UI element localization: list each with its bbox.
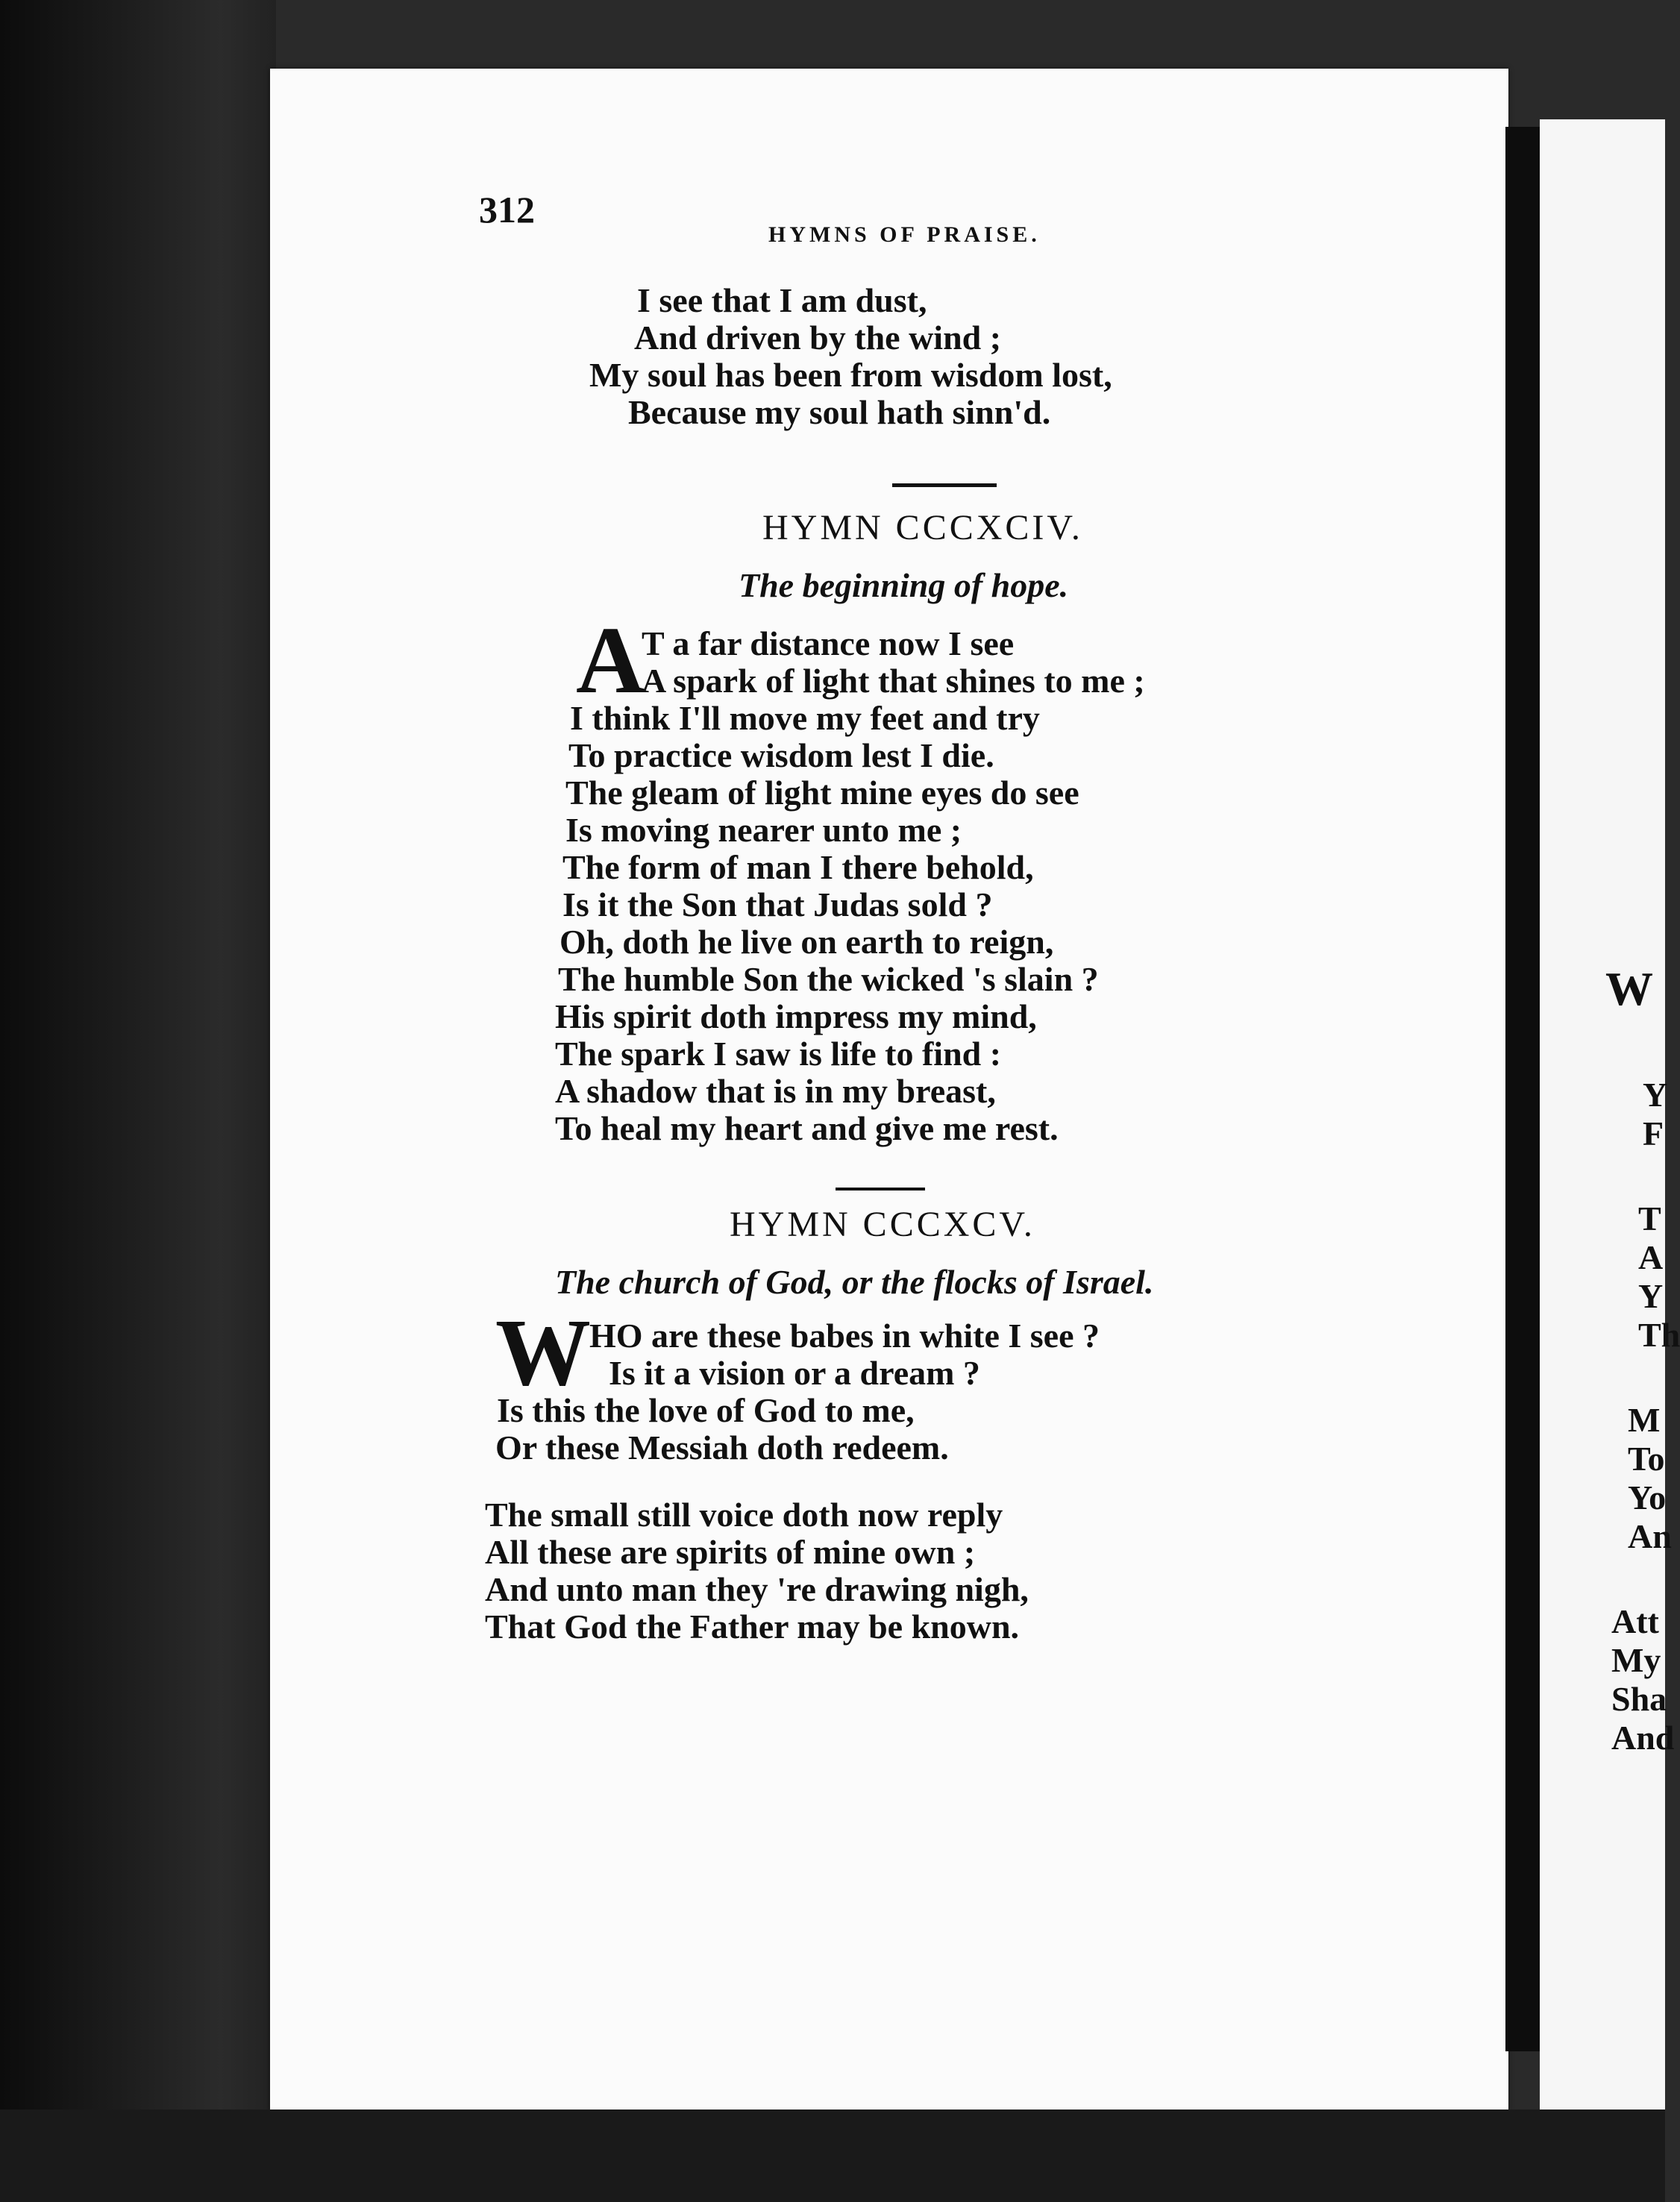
facing-fragment: T bbox=[1638, 1199, 1661, 1238]
facing-fragment: A bbox=[1638, 1238, 1664, 1276]
verse-line: A spark of light that shines to me ; bbox=[642, 662, 1145, 700]
verse-top bbox=[589, 282, 1112, 431]
hymn-subtitle: The beginning of hope. bbox=[739, 566, 1069, 604]
verse-line: His spirit doth impress my mind, bbox=[555, 997, 1037, 1035]
verse-line: Because my soul hath sinn'd. bbox=[628, 393, 1051, 431]
running-head: HYMNS OF PRAISE. bbox=[768, 222, 1041, 247]
facing-fragment: Att bbox=[1611, 1602, 1659, 1640]
verse-line: Or these Messiah doth redeem. bbox=[495, 1428, 949, 1467]
verse-line: And driven by the wind ; bbox=[634, 319, 1002, 357]
facing-fragment: Yo bbox=[1628, 1478, 1667, 1516]
verse-line: Oh, doth he live on earth to reign, bbox=[560, 923, 1054, 961]
hymn-title: HYMN CCCXCIV. bbox=[762, 508, 1083, 548]
verse-line: To practice wisdom lest I die. bbox=[568, 736, 994, 774]
section-divider bbox=[836, 1188, 925, 1191]
facing-fragment: To bbox=[1628, 1440, 1665, 1478]
verse-line: To heal my heart and give me rest. bbox=[555, 1109, 1059, 1147]
verse-line: HO are these babes in white I see ? bbox=[589, 1317, 1100, 1355]
verse-line: Is this the love of God to me, bbox=[497, 1391, 915, 1429]
hymn-verse bbox=[492, 1317, 1100, 1467]
verse-line: That God the Father may be known. bbox=[485, 1607, 1020, 1646]
facing-fragment: And bbox=[1611, 1719, 1675, 1757]
facing-fragment: F bbox=[1643, 1114, 1664, 1152]
verse-line: A shadow that is in my breast, bbox=[555, 1072, 996, 1110]
drop-cap: A bbox=[576, 607, 645, 713]
facing-fragment: W bbox=[1605, 962, 1653, 1015]
verse-line: I think I'll move my feet and try bbox=[570, 699, 1040, 737]
book-gutter bbox=[1505, 127, 1543, 2051]
hymn-verse bbox=[555, 625, 1145, 1147]
facing-fragment: Th bbox=[1638, 1316, 1680, 1354]
verse-line: All these are spirits of mine own ; bbox=[485, 1533, 976, 1571]
verse-line: I see that I am dust, bbox=[637, 281, 927, 319]
verse-line: The spark I saw is life to find : bbox=[555, 1035, 1002, 1073]
verse-line: The form of man I there behold, bbox=[562, 848, 1034, 886]
verse-line: My soul has been from wisdom lost, bbox=[589, 356, 1112, 394]
verse-line: The humble Son the wicked 's slain ? bbox=[558, 960, 1099, 998]
page-number: 312 bbox=[479, 189, 535, 230]
hymn-verse bbox=[485, 1496, 1029, 1646]
facing-fragment: Y bbox=[1638, 1277, 1664, 1315]
verse-line: And unto man they 're drawing nigh, bbox=[485, 1570, 1029, 1608]
facing-fragment: M bbox=[1628, 1401, 1661, 1439]
verse-line: The gleam of light mine eyes do see bbox=[565, 774, 1079, 812]
facing-fragment: An bbox=[1628, 1517, 1672, 1555]
verse-line: T a far distance now I see bbox=[642, 624, 1015, 662]
drop-cap: W bbox=[495, 1299, 591, 1405]
hymn-subtitle: The church of God, or the flocks of Israel. bbox=[555, 1263, 1154, 1301]
book-edge-background bbox=[0, 0, 276, 2202]
facing-fragment: Y bbox=[1643, 1076, 1668, 1114]
verse-line: The small still voice doth now reply bbox=[485, 1496, 1003, 1534]
verse-line: Is it a vision or a dream ? bbox=[609, 1354, 980, 1392]
facing-fragment: My bbox=[1611, 1641, 1661, 1679]
hymn-title: HYMN CCCXCV. bbox=[730, 1205, 1035, 1244]
facing-page-text bbox=[1605, 962, 1680, 1757]
verse-line: Is it the Son that Judas sold ? bbox=[562, 885, 993, 923]
facing-fragment: Sha bbox=[1611, 1680, 1667, 1718]
section-divider bbox=[892, 483, 997, 487]
scan-bottom-edge bbox=[0, 2110, 1665, 2202]
verse-line: Is moving nearer unto me ; bbox=[565, 811, 962, 849]
